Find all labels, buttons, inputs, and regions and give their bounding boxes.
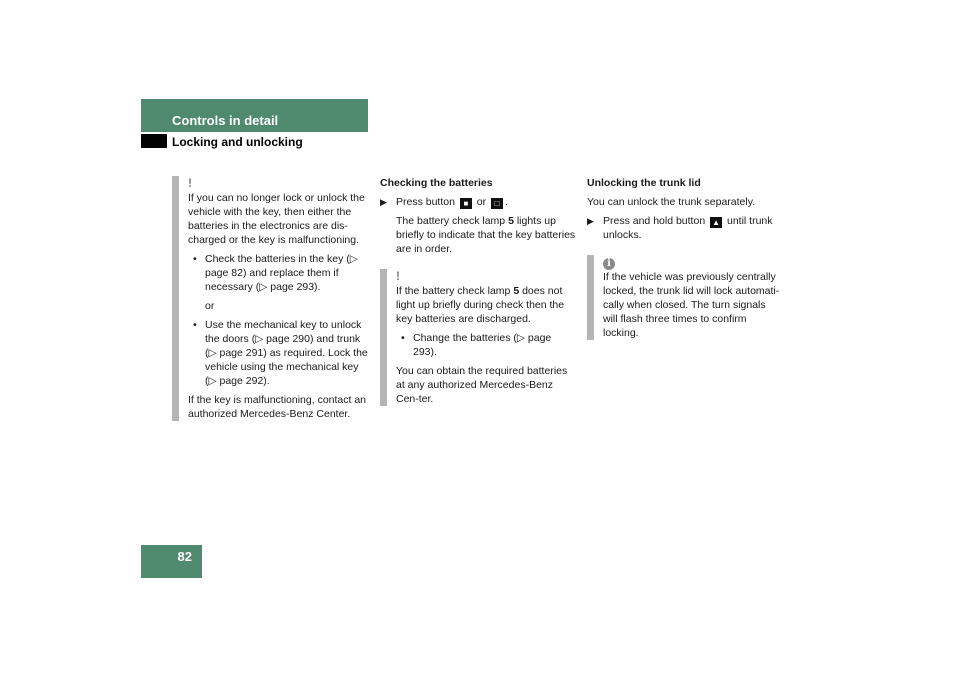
info-text: If the vehicle was previously centrally locked, the trunk lid will lock automati-cally when closed. The turn signals will flash three times to confirm locking. — [603, 271, 780, 339]
bullet-check-batteries: Check the batteries in the key (▷ page 82) and replace them if necessary (▷ page 293). — [205, 253, 358, 293]
bullet-change-batteries: Change the batteries (▷ page 293). — [413, 332, 552, 358]
column-2 — [380, 176, 576, 406]
checking-batteries-heading: Checking the batteries — [380, 177, 493, 189]
trunk-key-icon: ▲ — [710, 217, 722, 228]
step-press-button: ▶ Press button ■ or □ . — [380, 196, 508, 208]
step-result: The battery check lamp 5 lights up briefly to indicate that the key batteries are in order. — [396, 215, 576, 255]
note-bar — [380, 269, 387, 406]
note-bar — [172, 176, 179, 421]
section-subtitle: Locking and unlocking — [172, 135, 303, 149]
note-bar — [587, 255, 594, 340]
step-arrow-icon: ▶ — [380, 197, 387, 207]
section-title: Controls in detail — [172, 113, 279, 128]
bullet-mechanical-key: Use the mechanical key to unlock the doors (▷ page 290) and trunk (▷ page 291) as required. Lock the vehicle using the mechanical key (▷ page 292). — [205, 319, 368, 387]
unlock-key-icon: □ — [491, 198, 503, 209]
battery-warning-text: If the battery check lamp 5 does not light up briefly during check then the key batteries are discharged. — [396, 285, 565, 325]
list-item: • Check the batteries in the key (▷ page 82) and replace them if necessary (▷ page 293). — [193, 253, 358, 293]
list-item: • Change the batteries (▷ page 293). — [401, 332, 552, 358]
unlocking-trunk-heading: Unlocking the trunk lid — [587, 177, 701, 189]
or-text: or — [205, 300, 215, 312]
battery-warning-outro: You can obtain the required batteries at any authorized Mercedes-Benz Cen-ter. — [396, 365, 568, 405]
subtitle-marker — [141, 134, 167, 148]
battery-warning-note — [380, 269, 576, 406]
info-icon: i — [603, 258, 615, 270]
step-arrow-icon: ▶ — [587, 216, 594, 226]
warning-intro: If you can no longer lock or unlock the vehicle with the key, then either the batteries in the electronics are dis-charged or the key is malfunctioning. — [188, 192, 365, 246]
page-number: 82 — [177, 549, 192, 564]
warning-mark-icon: ! — [188, 176, 192, 190]
column-3 — [587, 176, 783, 340]
warning-note — [172, 176, 368, 421]
warning-outro: If the key is malfunctioning, contact an authorized Mercedes-Benz Center. — [188, 394, 367, 420]
info-note — [587, 255, 783, 340]
list-item: • Use the mechanical key to unlock the doors (▷ page 290) and trunk (▷ page 291) as required. Lock the vehicle using the mechanical key (▷ page 292). — [193, 319, 368, 387]
step-press-trunk-button: ▶ Press and hold button ▲ until trunk unlocks. — [587, 215, 773, 241]
lamp-number: 5 — [508, 215, 514, 227]
warning-mark-icon: ! — [396, 269, 400, 283]
trunk-intro: You can unlock the trunk separately. — [587, 196, 756, 208]
column-1 — [172, 176, 368, 421]
lock-key-icon: ■ — [460, 198, 472, 209]
